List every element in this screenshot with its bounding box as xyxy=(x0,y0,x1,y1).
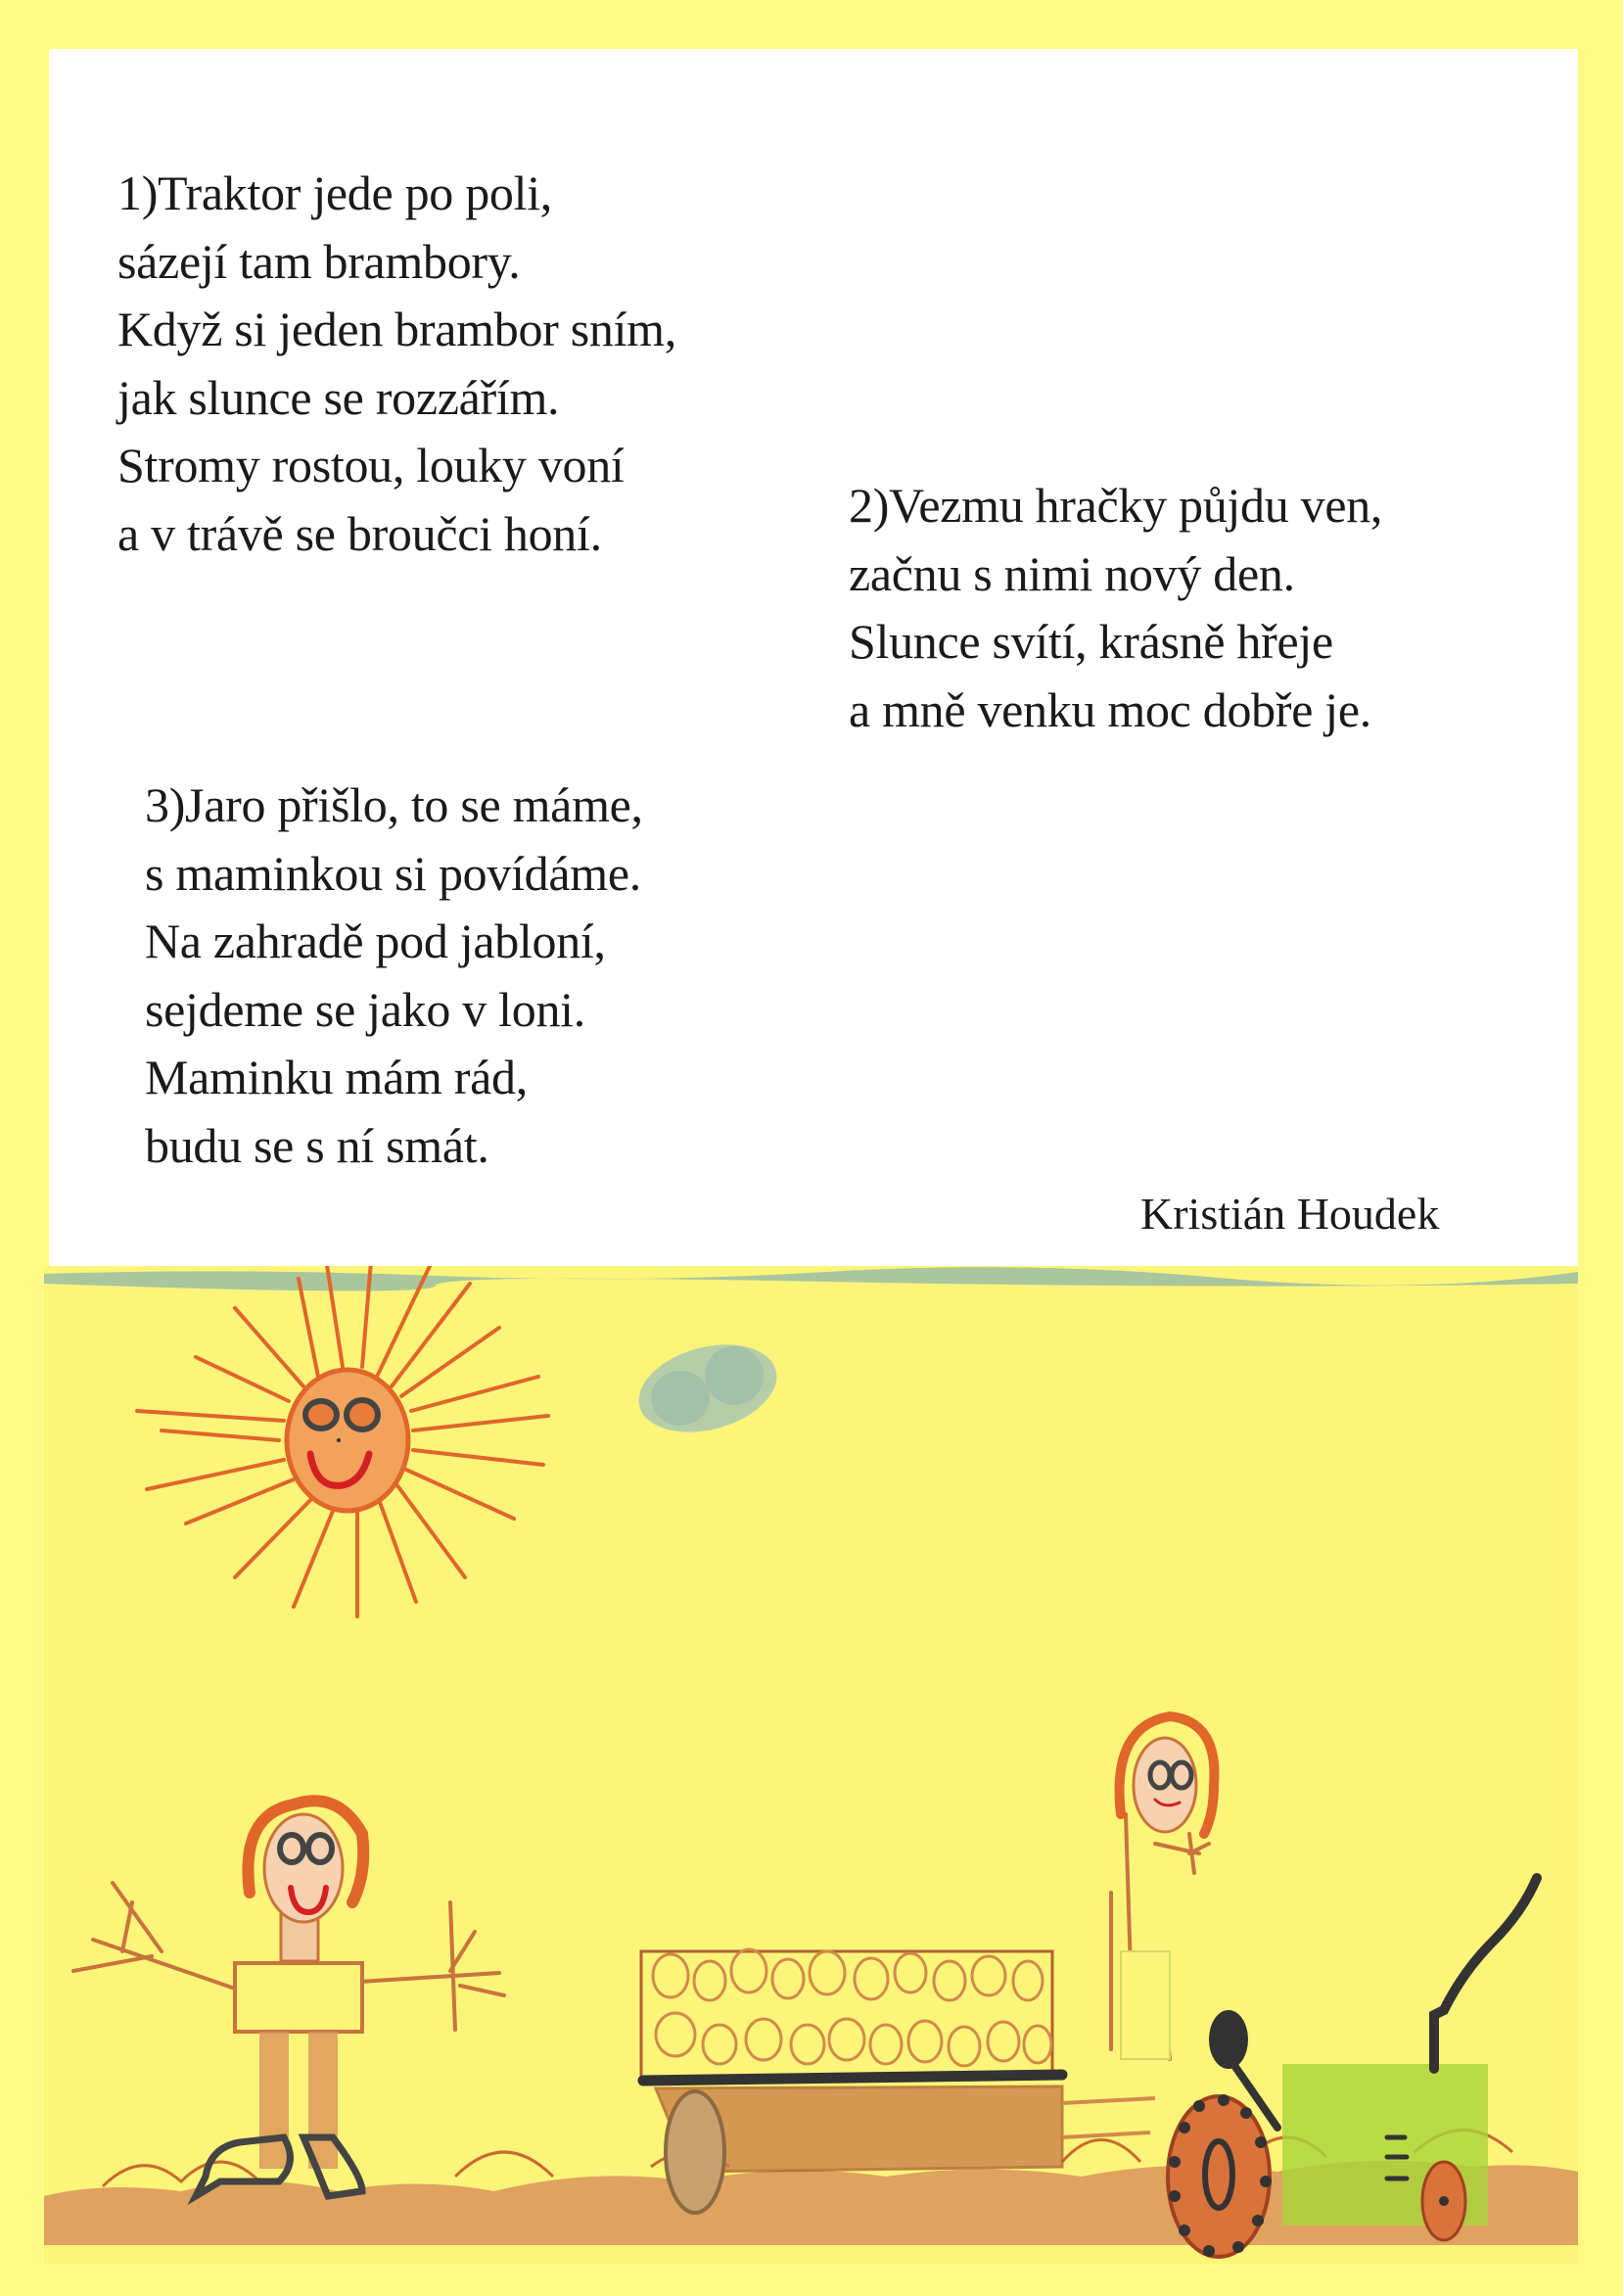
stanza-line: 2)Vezmu hračky půjdu ven, xyxy=(849,478,1383,533)
author-name: Kristián Houdek xyxy=(1140,1189,1440,1239)
stanza-line: Stromy rostou, louky voní xyxy=(117,438,625,492)
stanza-line: Maminku mám rád, xyxy=(145,1050,528,1104)
stanza-line: 3)Jaro přišlo, to se máme, xyxy=(145,777,643,832)
stanza-line: jak slunce se rozzářím. xyxy=(117,369,560,425)
poem-card xyxy=(49,49,1578,1266)
stanza-line: 1)Traktor jede po poli, xyxy=(117,165,552,220)
stanza-line: Na zahradě pod jabloní, xyxy=(145,914,606,968)
stanza-3 xyxy=(145,772,643,1180)
stanza-line: sázejí tam brambory. xyxy=(117,233,521,289)
stanza-line: a mně venku moc dobře je. xyxy=(849,681,1371,737)
stanza-line: Když si jeden brambor sním, xyxy=(117,302,676,356)
stanza-line: začnu s nimi nový den. xyxy=(849,545,1295,601)
stanza-2 xyxy=(849,472,1382,744)
stanza-line: sejdeme se jako v loni. xyxy=(145,981,585,1037)
stanza-1 xyxy=(117,160,676,568)
child-drawing xyxy=(44,1266,1578,2265)
stanza-line: a v trávě se broučci honí. xyxy=(117,505,602,561)
stanza-line: Slunce svítí, krásně hřeje xyxy=(849,614,1333,669)
stanza-line: s maminkou si povídáme. xyxy=(145,845,641,901)
stanza-line: budu se s ní smát. xyxy=(145,1117,489,1173)
